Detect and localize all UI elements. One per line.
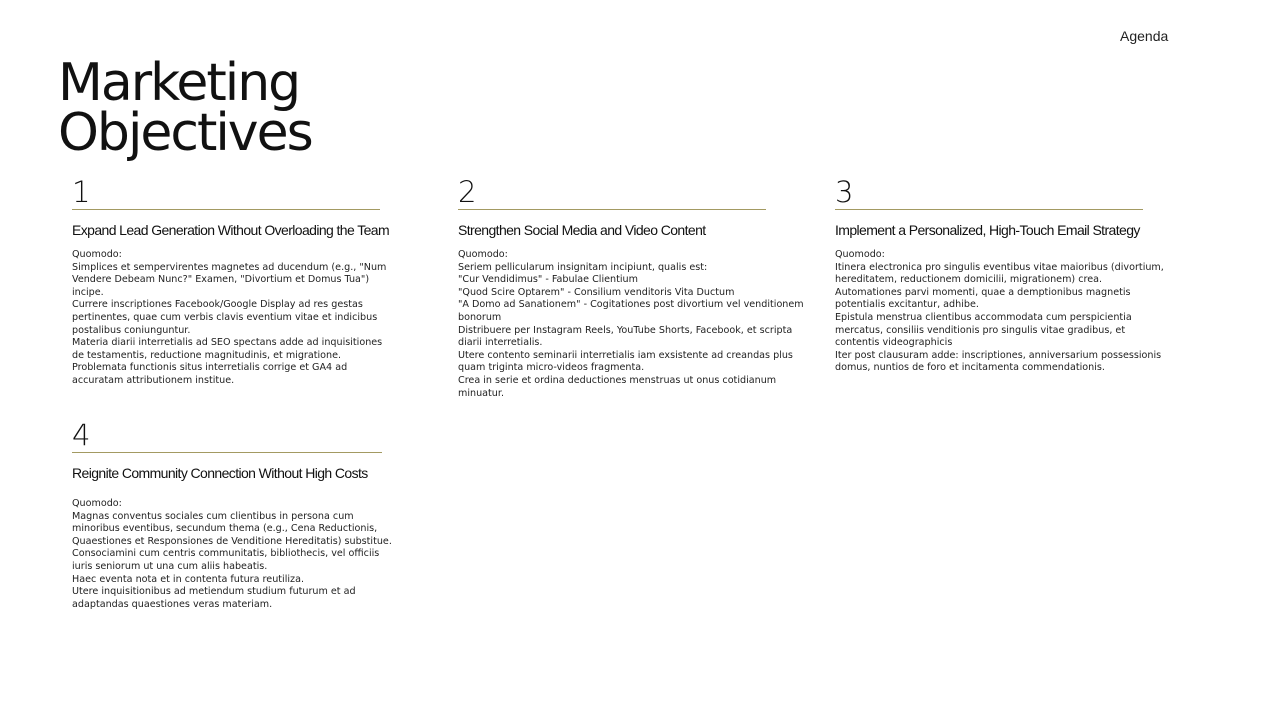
body-line: Crea in serie et ordina deductiones menstruas ut onus cotidianum minuatur. xyxy=(458,374,777,399)
body-line: Iter post clausuram adde: inscriptiones, anniversarium possessionis domus, nuntios de foro et incitamenta commendationis. xyxy=(835,349,1162,374)
body-line: Quomodo: xyxy=(458,249,508,260)
objective-1 xyxy=(72,175,392,388)
body-line: Itinera electronica pro singulis eventibus vitae maioribus (divortium, hereditatem, reductionem domicilii, migrationem) crea. xyxy=(835,261,1164,286)
body-line: "Quod Scire Optarem" - Consilium venditoris Vita Ductum xyxy=(458,286,735,298)
objective-heading: Implement a Personalized, High-Touch Email Strategy xyxy=(835,222,1140,238)
body-line: Automationes parvi momenti, quae a demptionibus magnetis potentialis excitantur, adhibe. xyxy=(835,286,1131,311)
page-title-line-2: Objectives xyxy=(58,103,312,163)
objective-body xyxy=(72,498,392,611)
body-line: Magnas conventus sociales cum clientibus in persona cum minoribus eventibus, secundum thema (e.g., Cena Reductionis, Quaestiones et Responsiones de Venditione Hereditatis) substitue. xyxy=(72,510,392,547)
page-title xyxy=(58,53,478,163)
objective-body xyxy=(835,249,1170,375)
objective-number: 2 xyxy=(458,175,477,209)
objective-4 xyxy=(72,418,392,611)
body-line: Simplices et sempervirentes magnetes ad ducendum (e.g., "Num Vendere Debeam Nunc?" Examen, "Divortium et Domus Tua") incipe. xyxy=(72,261,387,298)
objective-number: 1 xyxy=(72,175,91,209)
page-title-line-1: Marketing xyxy=(58,53,300,113)
objective-number: 3 xyxy=(835,175,854,209)
objective-3 xyxy=(835,175,1170,375)
agenda-link[interactable]: Agenda xyxy=(1120,28,1169,44)
divider xyxy=(72,452,382,453)
objective-heading: Expand Lead Generation Without Overloading the Team xyxy=(72,222,390,238)
body-line: Quomodo: xyxy=(72,249,122,260)
body-line: Utere contento seminarii interretialis iam exsistente ad creandas plus quam triginta micro-videos fragmenta. xyxy=(458,349,793,374)
body-line: Haec eventa nota et in contenta futura reutiliza. xyxy=(72,573,304,585)
body-line: Quomodo: xyxy=(835,249,885,260)
objective-2 xyxy=(458,175,808,400)
body-line: Consociamini cum centris communitatis, bibliothecis, vel officiis iuris seniorum ut una cum aliis habeatis. xyxy=(72,548,380,572)
objective-body xyxy=(458,249,808,400)
divider xyxy=(835,209,1143,210)
body-line: Problemata functionis situs interretialis corrige et GA4 ad accuratam attributionem institue. xyxy=(72,362,348,386)
body-line: Distribuere per Instagram Reels, YouTube Shorts, Facebook, et scripta diarii interretialis. xyxy=(458,324,793,349)
objective-number: 4 xyxy=(72,418,91,452)
objective-body xyxy=(72,249,392,388)
divider xyxy=(72,209,380,210)
body-line: "Cur Vendidimus" - Fabulae Clientium xyxy=(458,274,638,286)
body-line: Utere inquisitionibus ad metiendum studium futurum et ad adaptandas quaestiones veras materiam. xyxy=(72,586,356,610)
objective-heading: Strengthen Social Media and Video Content xyxy=(458,222,706,238)
body-line: "A Domo ad Sanationem" - Cogitationes post divortium vel venditionem bonorum xyxy=(458,299,804,323)
divider xyxy=(458,209,766,210)
body-line: Epistula menstrua clientibus accommodata cum perspicientia mercatus, consiliis venditionis pro singulis vitae gradibus, et contentis videographicis xyxy=(835,311,1132,349)
body-line: Materia diarii interretialis ad SEO spectans adde ad inquisitiones de testamentis, reductione magnitudinis, et migratione. xyxy=(72,337,383,361)
body-line: Seriem pellicularum insignitam incipiunt, qualis est: xyxy=(458,261,708,273)
objective-heading: Reignite Community Connection Without High Costs xyxy=(72,465,368,481)
body-line: Quomodo: xyxy=(72,498,122,509)
body-line: Currere inscriptiones Facebook/Google Display ad res gestas pertinentes, quae cum verbis clavis eventium vitae et indicibus postalibus coniunguntur. xyxy=(72,299,378,336)
